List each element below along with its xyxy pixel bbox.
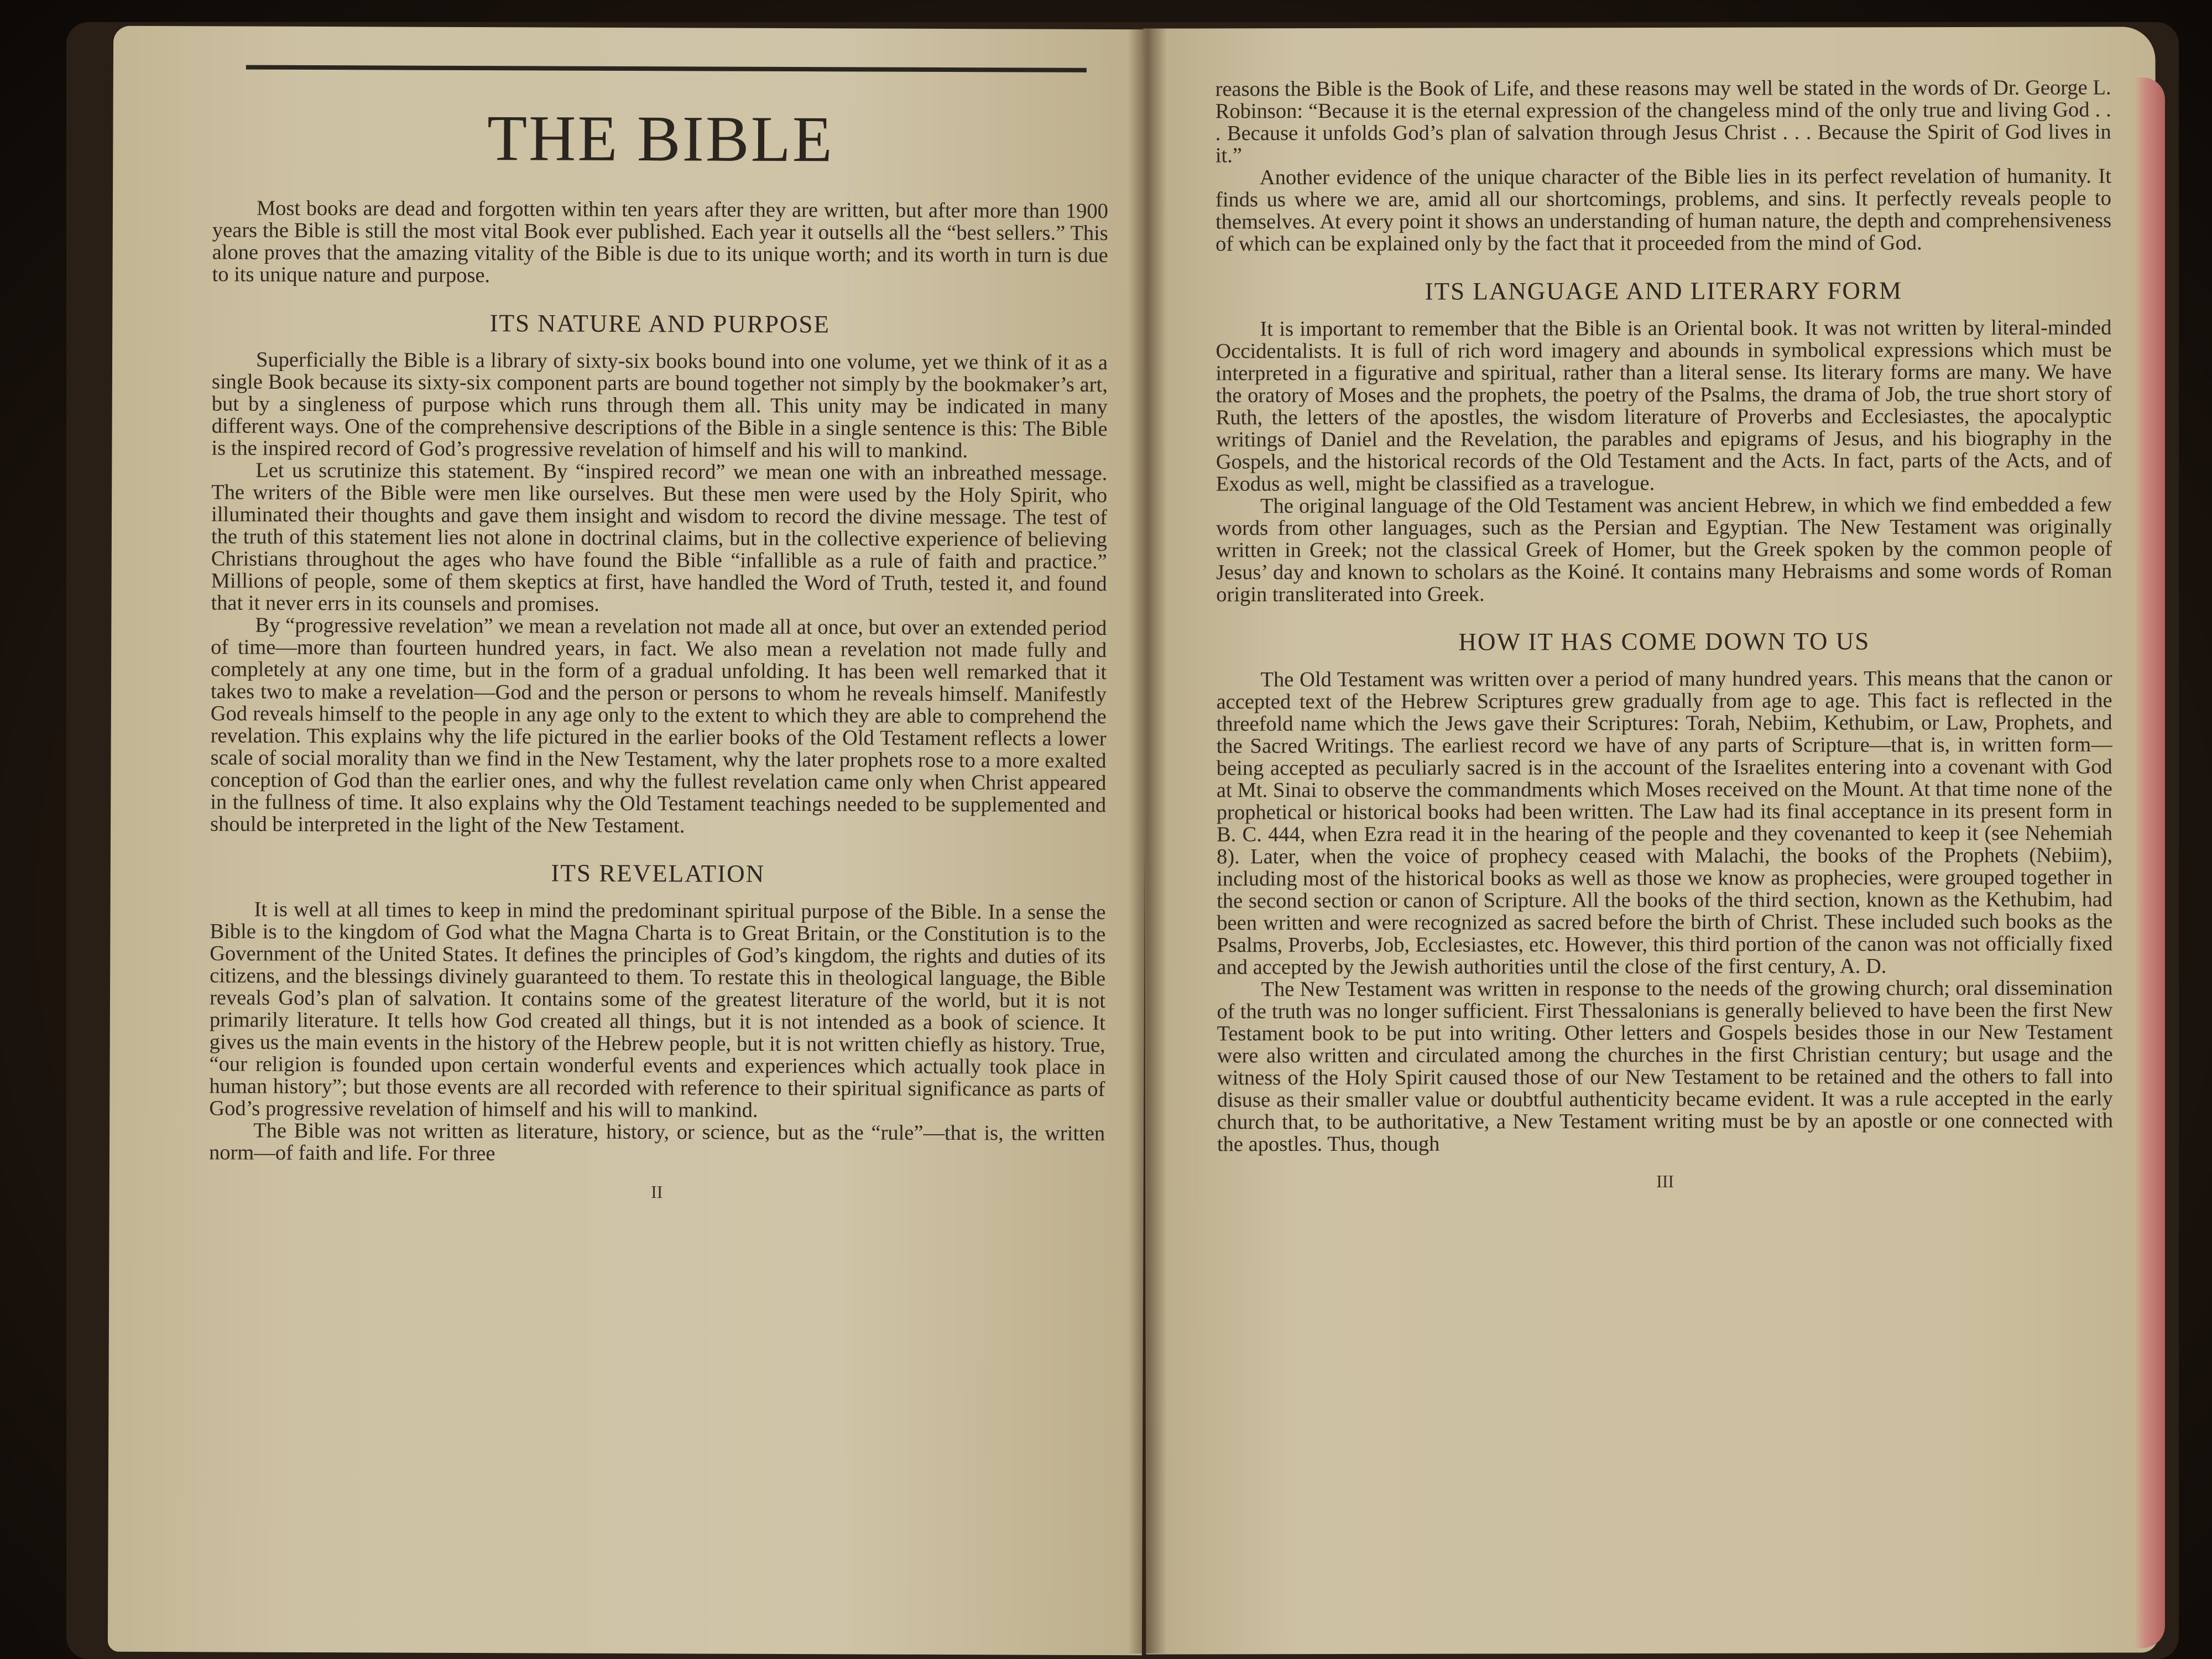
page-number: II (651, 1182, 663, 1202)
paragraph: reasons the Bible is the Book of Life, and these reasons may well be stated in the words of Dr. George L. Robinson: “Because it is the eternal expression of the changeless mind of the only true and living God . . . Because it unfolds God’s plan of salvation through Jesus Christ . . . Because the Spirit of God lives in it.” (1215, 76, 2111, 168)
section-heading: ITS NATURE AND PURPOSE (489, 309, 831, 338)
section-heading: ITS REVELATION (551, 859, 765, 888)
top-rule (246, 65, 1087, 72)
paragraph: Let us scrutinize this statement. By “inspired record” we mean one with an inbreathed message. The writers of the Bible were men like ourselves. But these men were used by the Holy Spirit, who illuminated their thoughts and gave them insight and wisdom to record the divine message. The test of the truth of this statement lies not alone in doctrinal claims, but in the collective experience of believing Christians throughout the ages who have found the Bible “infallible as a rule of faith and practice.” Millions of people, some of them skeptics at first, have handled the Word of Truth, tested it, and found that it never errs in its counsels and promises. (211, 458, 1108, 616)
section-heading: ITS LANGUAGE AND LITERARY FORM (1425, 276, 1902, 305)
right-page-content (1215, 77, 2114, 1193)
paragraph: The Old Testament was written over a period of many hundred years. This means that the canon or accepted text of the Hebrew Scriptures grew gradually from age to age. This fact is reflected in the threefold name which the Jews gave their Scriptures: Torah, Nebiim, Kethubim, or Law, Prophets, and the Sacred Writings. The earliest record we have of any parts of Scripture—that is, in written form—being accepted as peculiarly sacred is in the account of the Israelites entering into a covenant with God at Mt. Sinai to observe the commandments which Moses received on the Mount. At that time none of the prophetical or historical books had been written. The Law had its final acceptance in its present form in B. C. 444, when Ezra read it in the hearing of the people and they covenanted to keep it (see Nehemiah 8). Later, when the voice of prophecy ceased with Malachi, the books of the Prophets (Nebiim), including most of the historical books as well as those we know as prophecies, were grouped together in the second section or canon of Scripture. All the books of the third section, known as the Kethubim, had been written and were recognized as sacred before the birth of Christ. These included such books as the Psalms, Proverbs, Job, Ecclesiastes, etc. However, this third portion of the canon was not officially fixed and accepted by the Jewish authorities until the close of the first century, A. D. (1216, 666, 2113, 979)
right-page (1143, 27, 2158, 1654)
book-gutter (1128, 28, 1167, 1653)
paragraph: It is well at all times to keep in mind the predominant spiritual purpose of the Bible. In a sense the Bible is to the kingdom of God what the Magna Charta is to Great Britain, or the Constitution is to the Government of the United States. It defines the principles of God’s kingdom, the rights and duties of its citizens, and the blessings divinely guaranteed to them. To restate this in theological language, the Bible reveals God’s plan of salvation. It contains some of the greatest literature of the world, but it is not primarily literature. It tells how God created all things, but it is not intended as a book of science. It gives us the main events in the history of the Hebrew people, but it is not written chiefly as history. True, “our religion is founded upon certain wonderful events and experiences which actually took place in human history”; but those events are all recorded with reference to their spiritual significance as parts of God’s progressive revelation of himself and his will to mankind. (209, 898, 1106, 1122)
page-number: III (1656, 1171, 1674, 1191)
left-page-content (209, 65, 1109, 1204)
intro-paragraph: Most books are dead and forgotten within ten years after they are written, but after more than 1900 years the Bible is still the most vital Book ever published. Each year it outsells all the “best sellers.” This alone proves that the amazing vitality of the Bible is due to its unique worth; and its worth in turn is due to its unique nature and purpose. (212, 196, 1109, 288)
section-heading: HOW IT HAS COME DOWN TO US (1458, 627, 1870, 656)
paragraph: By “progressive revelation” we mean a revelation not made all at once, but over an extended period of time—more than fourteen hundred years, in fact. We also mean a revelation not made fully and completely at any one time, but in the form of a gradual unfolding. It has been well remarked that it takes two to make a revelation—God and the person or persons to whom he reveals himself. Manifestly God reveals himself to the people in any age only to the extent to which they are able to comprehend the revelation. This explains why the life pictured in the earlier books of the Old Testament reflects a lower scale of social morality than we find in the New Testament, why the later prophets rose to a more exalted conception of God than the earlier ones, and why the fullest revelation came only when Christ appeared in the fullness of time. It also explains why the Old Testament teachings needed to be supplemented and should be interpreted in the light of the New Testament. (210, 613, 1107, 838)
paragraph: The original language of the Old Testament was ancient Hebrew, in which we find embedded a few words from other languages, such as the Persian and Egyptian. The New Testament was originally written in Greek; not the classical Greek of Homer, but the Greek spoken by the common people of Jesus’ day and known to scholars as the Koiné. It contains many Hebraisms and some words of Roman origin transliterated into Greek. (1215, 493, 2112, 607)
paragraph: Another evidence of the unique character of the Bible lies in its perfect revelation of humanity. It finds us where we are, amid all our shortcomings, problems, and sins. It perfectly reveals people to themselves. At every point it shows an understanding of human nature, the depth and comprehensiveness of which can be explained only by the fact that it proceeded from the mind of God. (1215, 164, 2112, 256)
page-edge (2135, 77, 2165, 1648)
paragraph: The New Testament was written in response to the needs of the growing church; oral dissemination of the truth was no longer sufficient. First Thessalonians is generally believed to have been the first New Testament book to be put into writing. Other letters and Gospels besides those in our New Testament were also written and circulated among the churches in the first Christian century; but usage and the witness of the Holy Spirit caused those of our New Testament to be retained and the others to fall into disuse as their smaller value or doubtful authenticity became evident. It was a rule accepted in the early church that, to be authoritative, a New Testament writing must be by an apostle or one connected with the apostles. Thus, though (1217, 976, 2113, 1156)
paragraph: The Bible was not written as literature, history, or science, but as the “rule”—that is, the written norm—of faith and life. For three (208, 1119, 1105, 1166)
page-title: THE BIBLE (487, 102, 834, 176)
paragraph: It is important to remember that the Bible is an Oriental book. It was not written by literal-minded Occidentalists. It is full of rich word imagery and abounds in symbolical expressions which must be interpreted in a figurative and spiritual, rather than a literal sense. Its literary forms are many. We have the oratory of Moses and the prophets, the poetry of the Psalms, the drama of Job, the true short story of Ruth, the letters of the apostles, the wisdom literature of Proverbs and Ecclesiastes, the apocalyptic writings of Daniel and the Revelation, the parables and epigrams of Jesus, and his biography in the Gospels, and the historical records of the Old Testament and the Acts. In fact, parts of the Acts, and of Exodus as well, might be classified as a travelogue. (1215, 316, 2112, 496)
paragraph: Superficially the Bible is a library of sixty-six books bound into one volume, yet we think of it as a single Book because its sixty-six component parts are bound together not simply by the bookmaker’s art, but by a singleness of purpose which runs through them all. This unity may be indicated in many different ways. One of the comprehensive descriptions of the Bible in a single sentence is this: The Bible is the inspired record of God’s progressive revelation of himself and his will to mankind. (211, 348, 1108, 463)
left-page (108, 26, 1147, 1656)
